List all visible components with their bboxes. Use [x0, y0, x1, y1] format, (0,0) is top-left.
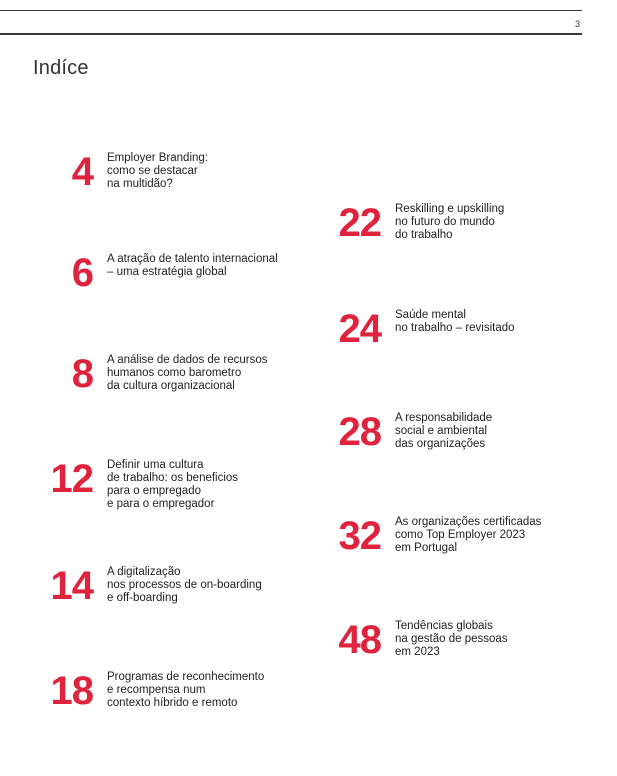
- toc-entry-48[interactable]: [328, 620, 508, 660]
- toc-entry-title: As organizações certificadas como Top Employer 2023 em Portugal: [395, 516, 542, 554]
- toc-page-number: 28: [338, 410, 381, 454]
- toc-page-number: 24: [338, 307, 381, 351]
- toc-entry-title: Programas de reconhecimento e recompensa num contexto híbrido e remoto: [107, 671, 265, 709]
- toc-page-number: 22: [338, 201, 381, 245]
- toc-entry-title: Tendências globais na gestão de pessoas em 2023: [395, 620, 508, 658]
- toc-page-number: 48: [338, 618, 381, 662]
- toc-entry-28[interactable]: [328, 412, 492, 452]
- toc-page-number: 12: [50, 457, 93, 501]
- toc-entry-22[interactable]: [328, 203, 504, 243]
- toc-page-number: 18: [50, 669, 93, 713]
- toc-entry-32[interactable]: [328, 516, 541, 556]
- toc-entry-14[interactable]: [33, 566, 262, 606]
- toc-entry-title: A análise de dados de recursos humanos como barometro da cultura organizacional: [107, 354, 268, 392]
- page-title: Indíce: [33, 57, 89, 79]
- toc-page-number: 32: [338, 514, 381, 558]
- toc-entry-18[interactable]: [33, 671, 264, 711]
- toc-entry-6[interactable]: [33, 253, 278, 293]
- toc-entry-8[interactable]: [33, 354, 267, 394]
- toc-page-number: 14: [50, 564, 93, 608]
- header-rule-bottom: [0, 33, 582, 35]
- toc-entry-title: Definir uma cultura de trabalho: os beneficios para o empregado e para o empregador: [107, 459, 239, 510]
- toc-page-number: 8: [71, 352, 93, 396]
- toc-entry-title: A responsabilidade social e ambiental das organizações: [395, 412, 493, 450]
- toc-entry-title: Reskilling e upskilling no futuro do mundo do trabalho: [395, 203, 505, 241]
- header-rule-top: [0, 10, 582, 11]
- toc-page-number: 4: [71, 150, 93, 194]
- toc-entry-title: A digitalização nos processos de on-boarding e off-boarding: [107, 566, 262, 604]
- toc-entry-title: A atração de talento internacional – uma estratégia global: [107, 253, 278, 278]
- toc-entry-12[interactable]: [33, 459, 238, 511]
- toc-entry-4[interactable]: [33, 152, 208, 192]
- toc-entry-title: Employer Branding: como se destacar na multidão?: [107, 152, 208, 190]
- toc-page-number: 6: [71, 251, 93, 295]
- toc-entry-title: Saúde mental no trabalho – revisitado: [395, 309, 515, 334]
- page-number: 3: [574, 19, 580, 29]
- toc-entry-24[interactable]: [328, 309, 515, 349]
